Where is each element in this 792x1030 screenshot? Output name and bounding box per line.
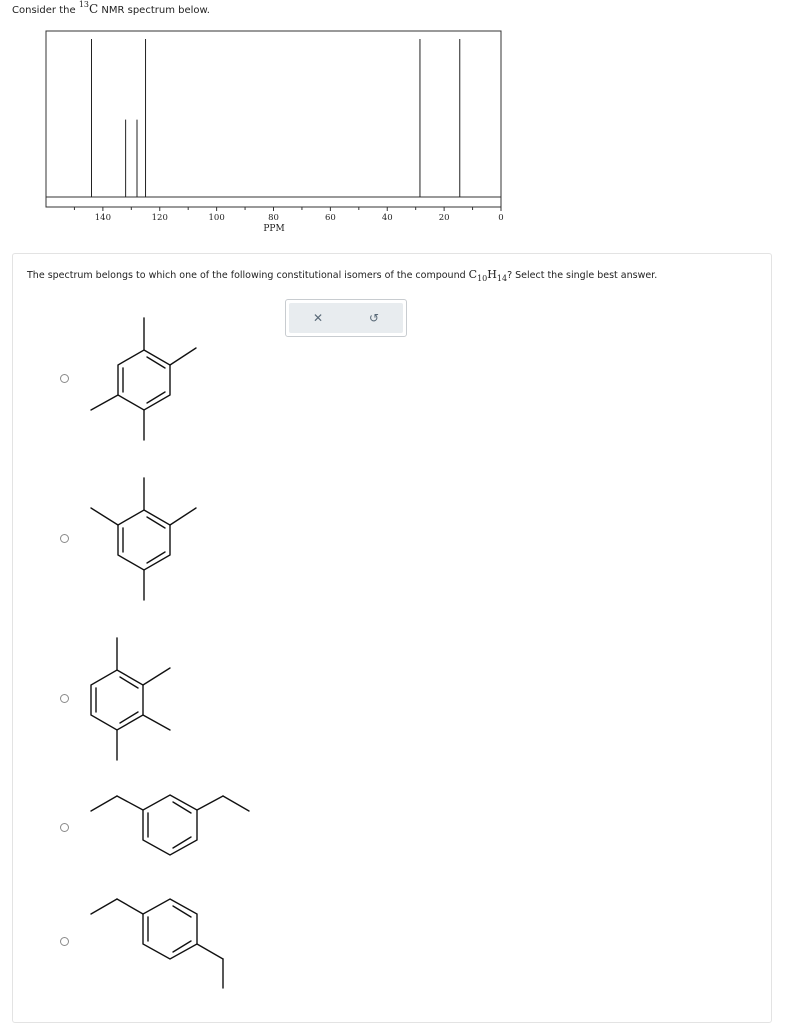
formula-h-count: 14 [496,273,508,283]
undo-icon: ↺ [368,311,380,325]
question-before: The spectrum belongs to which one of the following constitutional isomers of the compound [27,270,466,281]
intro-prefix: Consider the [12,5,76,16]
option-e-structure[interactable] [91,899,223,988]
isotope-element: C [89,2,99,16]
tick-label: 0 [498,213,504,223]
tick-label: 20 [438,213,450,223]
question-after: ? Select the single best answer. [507,270,658,281]
formula-h: H [487,268,497,281]
option-d-structure[interactable] [91,795,249,855]
option-c-structure[interactable] [91,638,170,760]
tick-label: 100 [208,213,225,223]
formula-c-count: 10 [477,273,488,283]
nmr-spectrum-chart [0,0,792,245]
isotope-mass: 13 [78,0,90,9]
tick-label: 80 [268,213,279,223]
formula-c: C [468,268,478,281]
x-icon: ✕ [312,311,324,325]
x-axis-ticks [74,207,503,223]
tick-label: 140 [94,213,111,223]
option-a-structure[interactable] [91,318,196,440]
peaks [92,39,460,197]
question-panel [12,253,772,1023]
intro-suffix: NMR spectrum below. [101,5,210,16]
option-b-structure[interactable] [91,478,196,600]
plot-frame [46,31,501,207]
x-axis-label: PPM [263,224,285,234]
tick-label: 60 [324,213,336,223]
tick-label: 40 [381,213,393,223]
tick-label: 120 [151,213,168,223]
